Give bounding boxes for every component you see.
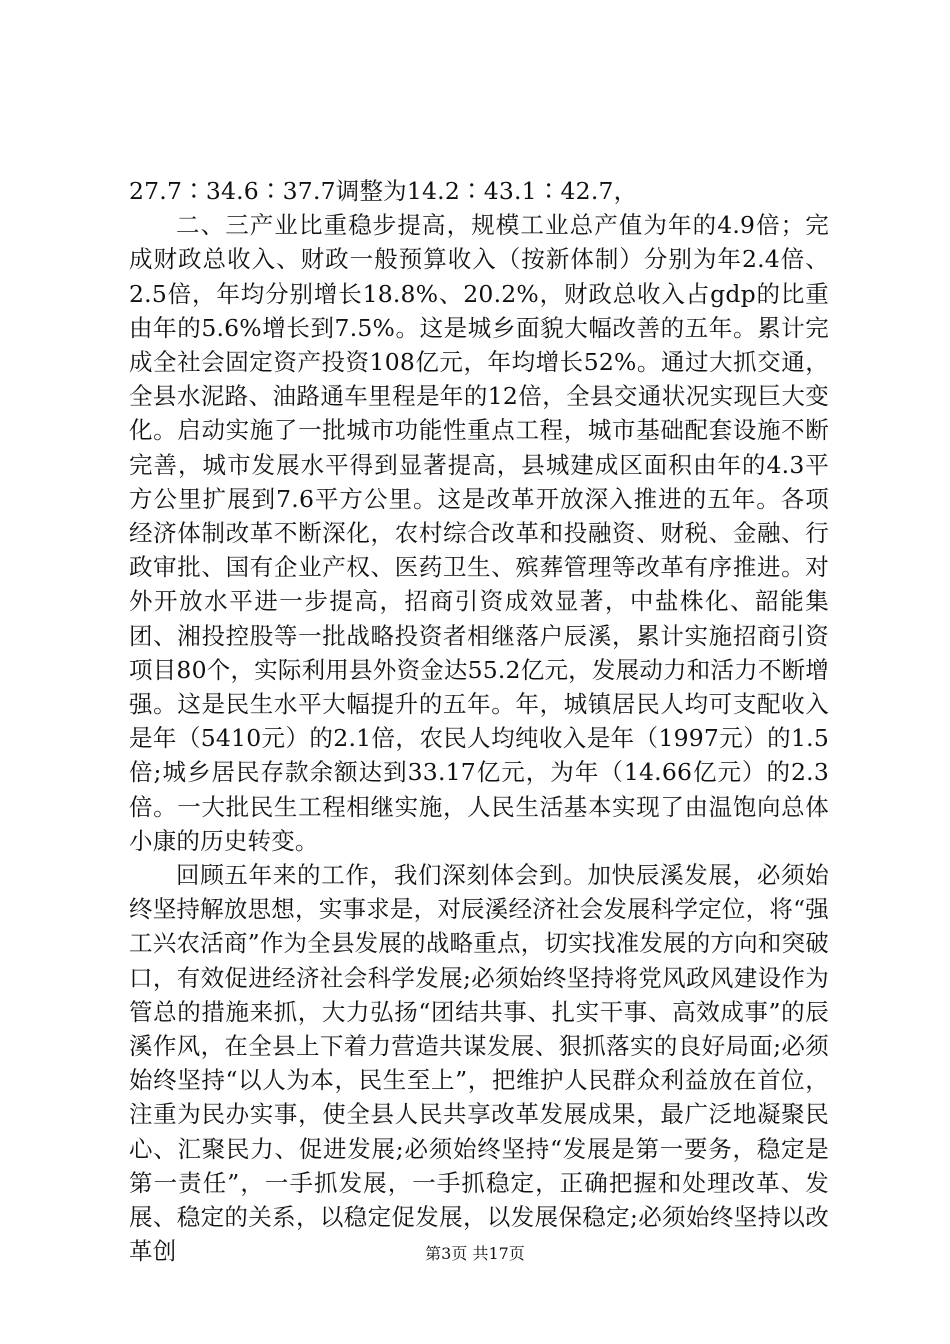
page-footer: 第3页 共17页 (425, 1244, 525, 1263)
paragraph-3: 回顾五年来的工作，我们深刻体会到。加快辰溪发展，必须始终坚持解放思想，实事求是，对辰溪经济社会发展科学定位，将“强工兴农活商”作为全县发展的战略重点，切实找准发展的方向和突破口，有效促进经济社会科学发展;必须始终坚持将党风政风建设作为管总的措施来抓，大力弘扬“团结共事、扎实干事、高效成事”的辰溪作风，在全县上下着力营造共谋发展、狠抓落实的良好局面;必须始终坚持“以人为本，民生至上”，把维护人民群众利益放在首位，注重为民办实事，使全县人民共享改革发展成果，最广泛地凝聚民心、汇聚民力、促进发展;必须始终坚持“发展是第一要务，稳定是第一责任”，一手抓发展，一手抓稳定，正确把握和处理改革、发展、稳定的关系，以稳定促发展，以发展保稳定;必须始终坚持以改革创 (129, 861, 829, 1266)
paragraph-1: 27.7∶34.6∶37.7调整为14.2∶43.1∶42.7， (129, 177, 638, 205)
paragraph-2: 二、三产业比重稳步提高，规模工业总产值为年的4.9倍；完成财政总收入、财政一般预算收入（按新体制）分别为年2.4倍、2.5倍，年均分别增长18.8%、20.2%，财政总收入占gdp的比重由年的5.6%增长到7.5%。这是城乡面貌大幅改善的五年。累计完成全社会固定资产投资108亿元，年均增长52%。通过大抓交通，全县水泥路、油路通车里程是年的12倍，全县交通状况实现巨大变化。启动实施了一批城市功能性重点工程，城市基础配套设施不断完善，城市发展水平得到显著提高，县城建成区面积由年的4.3平方公里扩展到7.6平方公里。这是改革开放深入推进的五年。各项经济体制改革不断深化，农村综合改革和投融资、财税、金融、行政审批、国有企业产权、医药卫生、殡葬管理等改革有序推进。对外开放水平进一步提高，招商引资成效显著，中盐株化、韶能集团、湘投控股等一批战略投资者相继落户辰溪，累计实施招商引资项目80个，实际利用县外资金达55.2亿元，发展动力和活力不断增强。这是民生水平大幅提升的五年。年，城镇居民人均可支配收入是年（5410元）的2.1倍，农民人均纯收入是年（1997元）的1.5倍;城乡居民存款余额达到33.17亿元，为年（14.66亿元）的2.3倍。一大批民生工程相继实施，人民生活基本实现了由温饱向总体小康的历史转变。 (129, 211, 829, 855)
document-body (129, 174, 829, 1269)
